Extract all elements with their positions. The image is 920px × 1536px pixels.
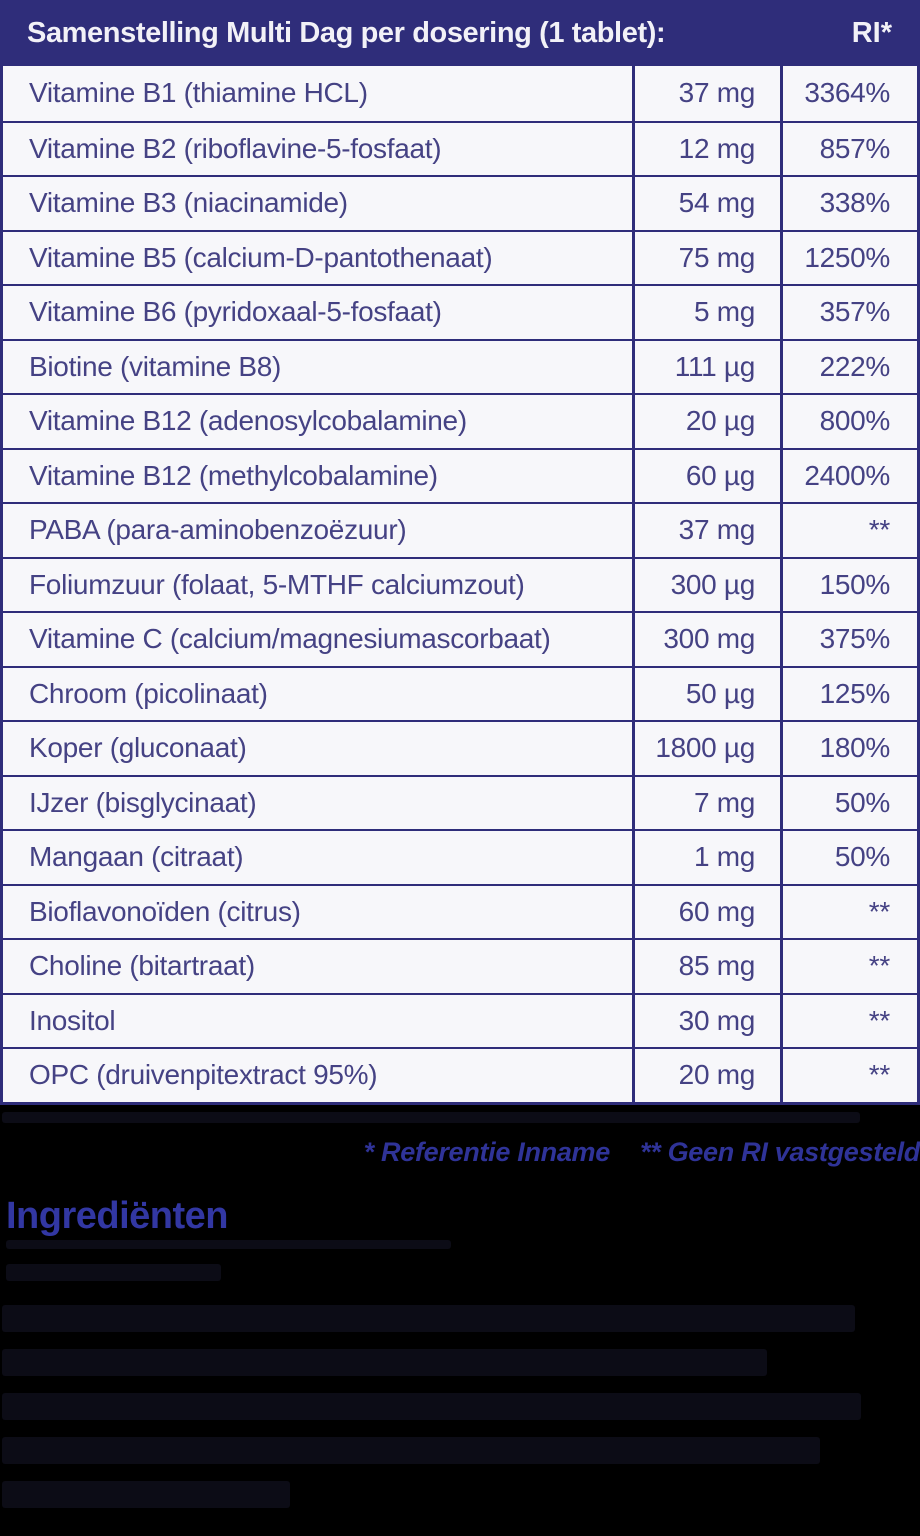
row-amount-cell [632,1049,780,1102]
footnote [0,1132,920,1172]
obscured-text-line [2,1437,820,1464]
row-name-text: IJzer (bisglycinaat) [29,786,257,818]
obscured-text-line [6,1264,221,1281]
obscured-text-line [2,1349,767,1376]
footnote-no-ri: ** Geen RI vastgesteld [639,1136,920,1167]
row-ri-text: ** [868,514,890,546]
row-ri-cell [780,559,917,612]
row-name-text: OPC (druivenpitextract 95%) [29,1059,378,1091]
row-ri-cell [780,613,917,666]
row-ri-cell [780,886,917,939]
row-name-text: PABA (para-aminobenzoëzuur) [29,514,407,546]
row-amount-text: 7 mg [693,786,755,818]
row-ri-cell [780,722,917,775]
row-amount-text: 60 µg [685,459,755,491]
row-amount-cell [632,66,780,121]
ri-column-header: RI* [851,16,892,49]
row-ri-text: 375% [819,623,890,655]
row-amount-text: 300 µg [670,568,755,600]
row-name-cell [3,395,632,448]
row-amount-cell [632,831,780,884]
row-ri-text: 125% [819,677,890,709]
row-amount-cell [632,504,780,557]
row-amount-text: 60 mg [678,895,755,927]
row-amount-cell [632,341,780,394]
row-ri-text: ** [868,1059,890,1091]
row-name-text: Foliumzuur (folaat, 5-MTHF calciumzout) [29,568,525,600]
row-ri-cell [780,286,917,339]
row-amount-text: 1 mg [693,841,755,873]
ingredients-heading: Ingrediënten [6,1194,229,1237]
row-ri-cell [780,66,917,121]
row-ri-cell [780,232,917,285]
row-name-text: Inositol [29,1004,116,1036]
row-name-cell [3,341,632,394]
row-ri-cell [780,177,917,230]
table-header [0,0,920,66]
row-ri-cell [780,668,917,721]
obscured-text-line [2,1112,860,1123]
row-ri-cell [780,504,917,557]
row-amount-cell [632,286,780,339]
row-name-cell [3,722,632,775]
row-ri-text: ** [868,950,890,982]
row-ri-text: 180% [819,732,890,764]
row-amount-cell [632,395,780,448]
row-ri-cell [780,995,917,1048]
row-amount-text: 30 mg [678,1004,755,1036]
row-ri-text: 2400% [804,459,890,491]
below-table-section [0,1112,920,1508]
row-name-cell [3,559,632,612]
row-ri-text: 222% [819,350,890,382]
row-ri-text: 800% [819,405,890,437]
row-amount-text: 5 mg [693,296,755,328]
row-amount-cell [632,940,780,993]
row-ri-text: 50% [834,786,890,818]
row-amount-text: 54 mg [678,187,755,219]
row-name-text: Vitamine B5 (calcium-D-pantothenaat) [29,241,493,273]
row-amount-cell [632,722,780,775]
row-name-cell [3,504,632,557]
row-name-text: Vitamine C (calcium/magnesiumascorbaat) [29,623,551,655]
row-amount-cell [632,668,780,721]
row-ri-cell [780,940,917,993]
row-amount-text: 20 µg [685,405,755,437]
row-amount-text: 50 µg [685,677,755,709]
table-row [3,938,917,993]
row-name-cell [3,613,632,666]
obscured-paragraph [0,1305,920,1508]
obscured-text-line [2,1305,855,1332]
row-name-cell [3,286,632,339]
table-row [3,611,917,666]
row-ri-text: 338% [819,187,890,219]
row-name-cell [3,995,632,1048]
table-row [3,448,917,503]
row-amount-text: 111 µg [674,350,755,382]
row-amount-text: 85 mg [678,950,755,982]
row-ri-text: 150% [819,568,890,600]
row-name-cell [3,177,632,230]
row-name-cell [3,1049,632,1102]
table-row [3,230,917,285]
table-row [3,175,917,230]
row-amount-text: 12 mg [678,132,755,164]
row-ri-cell [780,341,917,394]
table-row [3,66,917,121]
row-ri-cell [780,777,917,830]
row-name-text: Vitamine B2 (riboflavine-5-fosfaat) [29,132,442,164]
row-ri-text: 3364% [804,77,890,109]
table-row [3,884,917,939]
row-name-text: Vitamine B12 (adenosylcobalamine) [29,405,467,437]
row-ri-text: 357% [819,296,890,328]
row-name-text: Bioflavonoïden (citrus) [29,895,301,927]
row-name-cell [3,450,632,503]
table-row [3,339,917,394]
row-ri-cell [780,450,917,503]
row-amount-cell [632,995,780,1048]
row-name-text: Vitamine B12 (methylcobalamine) [29,459,438,491]
row-name-cell [3,232,632,285]
obscured-text-line [2,1481,290,1508]
table-row [3,775,917,830]
row-name-cell [3,777,632,830]
row-amount-cell [632,559,780,612]
row-ri-cell [780,395,917,448]
row-name-text: Koper (gluconaat) [29,732,247,764]
row-name-cell [3,123,632,176]
row-ri-text: 1250% [804,241,890,273]
row-ri-text: 857% [819,132,890,164]
row-amount-cell [632,777,780,830]
row-amount-cell [632,177,780,230]
row-amount-text: 75 mg [678,241,755,273]
obscured-line-group-top [0,1112,920,1123]
table-row [3,993,917,1048]
row-name-text: Choline (bitartraat) [29,950,255,982]
row-amount-cell [632,123,780,176]
table-row [3,121,917,176]
row-amount-cell [632,613,780,666]
table-title: Samenstelling Multi Dag per dosering (1 tablet): [27,16,666,49]
row-ri-cell [780,831,917,884]
row-name-cell [3,940,632,993]
row-name-cell [3,668,632,721]
row-name-text: Chroom (picolinaat) [29,677,268,709]
row-amount-cell [632,450,780,503]
table-row [3,720,917,775]
row-name-cell [3,831,632,884]
row-amount-cell [632,886,780,939]
row-amount-text: 37 mg [678,77,755,109]
row-name-text: Vitamine B1 (thiamine HCL) [29,77,368,109]
row-amount-text: 300 mg [663,623,755,655]
table-body [3,66,917,1102]
row-ri-text: 50% [834,841,890,873]
row-name-text: Vitamine B3 (niacinamide) [29,187,348,219]
footnote-reference-intake: * Referentie Inname [363,1136,610,1167]
obscured-text-line [2,1393,861,1420]
row-ri-cell [780,123,917,176]
table-row [3,393,917,448]
obscured-line-group-subheading [0,1240,920,1281]
table-row [3,829,917,884]
table-row [3,666,917,721]
row-name-text: Mangaan (citraat) [29,841,244,873]
row-name-cell [3,886,632,939]
row-amount-text: 37 mg [678,514,755,546]
row-name-cell [3,66,632,121]
row-amount-text: 1800 µg [655,732,755,764]
table-row [3,502,917,557]
table-row [3,557,917,612]
row-ri-text: ** [868,895,890,927]
row-ri-text: ** [868,1004,890,1036]
table-row [3,1047,917,1102]
row-ri-cell [780,1049,917,1102]
row-amount-cell [632,232,780,285]
table-row [3,284,917,339]
row-amount-text: 20 mg [678,1059,755,1091]
row-name-text: Biotine (vitamine B8) [29,350,282,382]
obscured-text-line [6,1240,451,1249]
row-name-text: Vitamine B6 (pyridoxaal-5-fosfaat) [29,296,442,328]
